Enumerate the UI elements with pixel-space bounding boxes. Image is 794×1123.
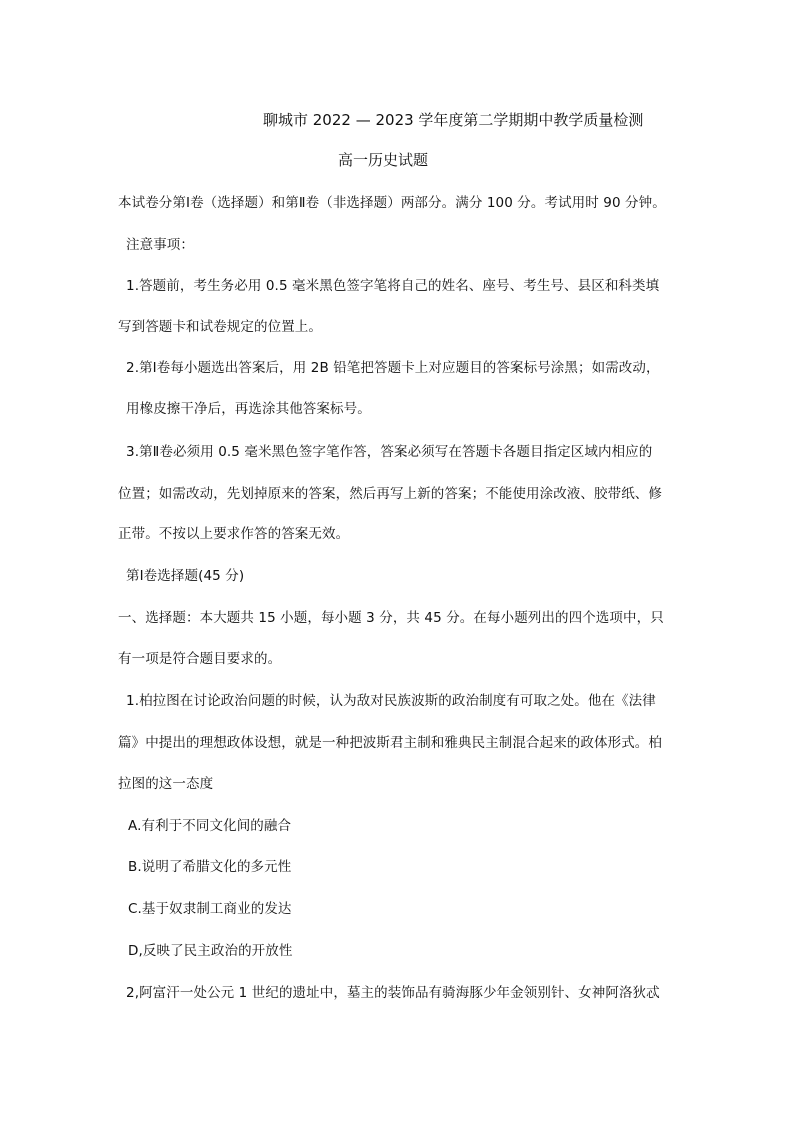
intro-text: 本试卷分第Ⅰ卷（选择题）和第Ⅱ卷（非选择题）两部分。满分 100 分。考试用时 90 分钟。 <box>118 195 666 211</box>
question-1-option-b: B.说明了希腊文化的多元性 <box>128 859 292 875</box>
notice-item-3-cont-2: 正带。不按以上要求作答的答案无效。 <box>118 526 350 542</box>
notice-item-1: 1.答题前，考生务必用 0.5 毫米黑色签字笔将自己的姓名、座号、考生号、县区和科类填 <box>126 278 660 294</box>
notice-heading: 注意事项： <box>126 237 194 253</box>
exam-subtitle: 高一历史试题 <box>338 151 429 169</box>
notice-item-1-cont: 写到答题卡和试卷规定的位置上。 <box>118 319 322 335</box>
notice-item-3: 3.第Ⅱ卷必须用 0.5 毫米黑色签字笔作答，答案必须写在答题卡各题目指定区域内相应的 <box>126 444 653 460</box>
question-1-option-c: C.基于奴隶制工商业的发达 <box>128 901 292 917</box>
question-1-stem-cont-2: 拉图的这一态度 <box>118 776 214 792</box>
notice-item-2-cont: 用橡皮擦干净后，再选涂其他答案标号。 <box>126 401 371 417</box>
section-1-instructions-cont: 有一项是符合题目要求的。 <box>118 651 282 667</box>
notice-item-2: 2.第Ⅰ卷每小题选出答案后，用 2B 铅笔把答题卡上对应题目的答案标号涂黑；如需改动， <box>126 360 660 376</box>
question-2-stem: 2,阿富汗一处公元 1 世纪的遗址中，墓主的装饰品有骑海豚少年金领别针、女神阿洛狄忒 <box>126 985 660 1001</box>
question-1-stem: 1.柏拉图在讨论政治问题的时候，认为敌对民族波斯的政治制度有可取之处。他在《法律 <box>126 693 656 709</box>
section-1-heading: 第Ⅰ卷选择题(45 分) <box>126 568 245 584</box>
question-1-stem-cont-1: 篇》中提出的理想政体设想，就是一种把波斯君主制和雅典民主制混合起来的政体形式。柏 <box>118 735 662 751</box>
notice-item-3-cont-1: 位置；如需改动，先划掉原来的答案，然后再写上新的答案；不能使用涂改液、胶带纸、修 <box>118 486 662 502</box>
section-1-instructions: 一、选择题：本大题共 15 小题，每小题 3 分，共 45 分。在每小题列出的四个选项中，只 <box>118 610 664 626</box>
exam-title: 聊城市 2022 — 2023 学年度第二学期期中教学质量检测 <box>263 111 644 129</box>
question-1-option-a: A.有利于不同文化间的融合 <box>128 818 292 834</box>
question-1-option-d: D,反映了民主政治的开放性 <box>128 943 293 959</box>
